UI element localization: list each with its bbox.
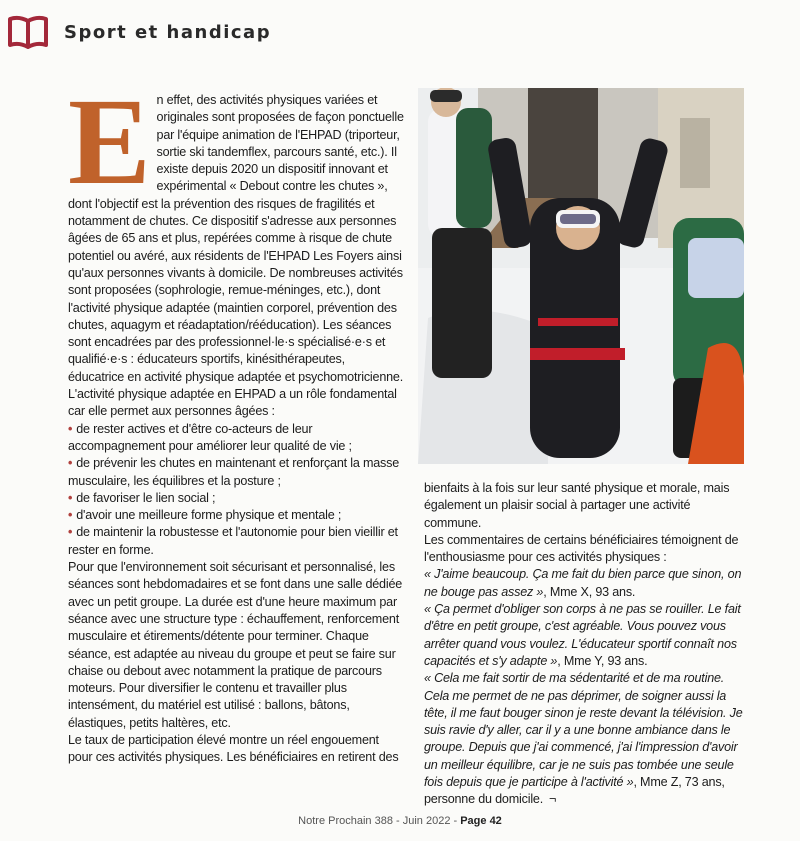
quote-author: , Mme Z, 73 ans, personne du domicile. xyxy=(424,775,725,807)
page-footer xyxy=(0,815,800,827)
list-item: • de prévenir les chutes en maintenant et renforçant la masse musculaire, les équilibres et la posture ; xyxy=(68,455,404,490)
drop-cap: E xyxy=(68,73,151,210)
photo-illustration xyxy=(418,88,744,464)
article-column-left xyxy=(68,73,404,767)
book-icon xyxy=(6,14,50,50)
benefits-list xyxy=(68,421,404,559)
testimonial-quote xyxy=(424,566,750,601)
benefits-paragraph: bienfaits à la fois sur leur santé physique et morale, mais également un plaisir social à partager une activité commune. xyxy=(424,481,730,530)
participation-paragraph: Le taux de participation élevé montre un réel engouement pour ces activités physiques. Les bénéficiaires en retirent des xyxy=(68,732,399,765)
page-number: Page 42 xyxy=(460,815,502,827)
role-paragraph: L'activité physique adaptée en EHPAD a un rôle fondamental car elle permet aux personnes âgées : xyxy=(68,387,397,419)
intro-paragraph: n effet, des activités physiques variées et originales sont proposées de façon ponctuelle par l'équipe animation de l'EHPAD (triporteur, sortie ski tandemflex, parcours santé, etc.). Il existe depuis 2020 un dispositif innovant et expérimental « Debout contre les chutes », dont l'objectif est la prévention des risques de fragilités et notamment de chutes. Ce dispositif s'adresse aux personnes âgées de 65 ans et plus, repérées comme à risque de chute potentiel ou avéré, aux résidents de l'EHPAD Les Foyers ainsi qu'aux personnes vivants à domicile. De nombreuses activités sont proposées (sophrologie, remue-méninges, etc.), dont l'activité physique adaptée (maintien corporel, prévention des chutes, aquagym et réadaptation/rééducation). Les séances sont encadrées par des professionnel·le·s spécialisé·e·s et qualifié·e·s : éducateurs sportifs, kinésithérapeutes, éducatrice en activité physique adaptée et psychomotricienne. xyxy=(68,93,404,384)
testimonials-intro: Les commentaires de certains bénéficiaires témoignent de l'enthousiasme pour ces activités physiques : xyxy=(424,532,739,565)
list-item: • d'avoir une meilleure forme physique et mentale ; xyxy=(68,507,404,524)
sessions-paragraph: Pour que l'environnement soit sécurisant et personnalisé, les séances sont hebdomadaires et se font dans une salle dédiée avec un petit groupe. La durée est d'une heure maximum par séance avec une structure type : échauffement, renforcement musculaire et étirements/détente pour terminer. Chaque séance, est adaptée au niveau du groupe et peut se faire sur chaise ou debout avec notamment la pratique de parcours moteurs. Pour diversifier le contenu et travailler plus intensément, du matériel est utilisé : ballons, bâtons, élastiques, petits haltères, etc. xyxy=(68,560,403,730)
list-item: • de maintenir la robustesse et l'autonomie pour bien vieillir et rester en forme. xyxy=(68,524,404,559)
quote-author: , Mme X, 93 ans. xyxy=(543,584,636,599)
ski-tandemflex-photo xyxy=(418,88,744,464)
quote-text: « Ça permet d'obliger son corps à ne pas se rouiller. Le fait d'être en petit groupe, c'est agréable. Vous pouvez vous arrêter quand vous voulez. L'éducateur sportif connaît nos capacités et s'y adapte » xyxy=(424,602,741,668)
quote-author: , Mme Y, 93 ans. xyxy=(557,653,648,668)
list-item: • de favoriser le lien social ; xyxy=(68,490,404,507)
footer-text: Notre Prochain 388 - Juin 2022 - xyxy=(298,815,461,827)
end-mark: ¬ xyxy=(549,792,557,807)
list-item: • de rester actives et d'être co-acteurs de leur accompagnement pour améliorer leur qualité de vie ; xyxy=(68,421,404,456)
testimonial-quote xyxy=(424,670,750,808)
quote-text: « J'aime beaucoup. Ça me fait du bien parce que sinon, on ne bouge pas assez » xyxy=(424,567,742,599)
page-header xyxy=(6,14,271,50)
quote-text: « Cela me fait sortir de ma sédentarité et de ma routine. Cela me permet de ne pas déprimer, de soigner aussi la tête, il me faut bouger sinon je reste devant la télévision. Je suis ravie d'y aller, car il y a une bonne ambiance dans le groupe. Depuis que j'ai commencé, j'ai l'impression d'avoir un meilleur équilibre, car je ne suis pas tombée une seule fois depuis que je participe à l'activité » xyxy=(424,671,743,790)
section-title: Sport et handicap xyxy=(64,21,272,43)
testimonial-quote xyxy=(424,601,750,670)
article-column-right xyxy=(424,480,750,809)
